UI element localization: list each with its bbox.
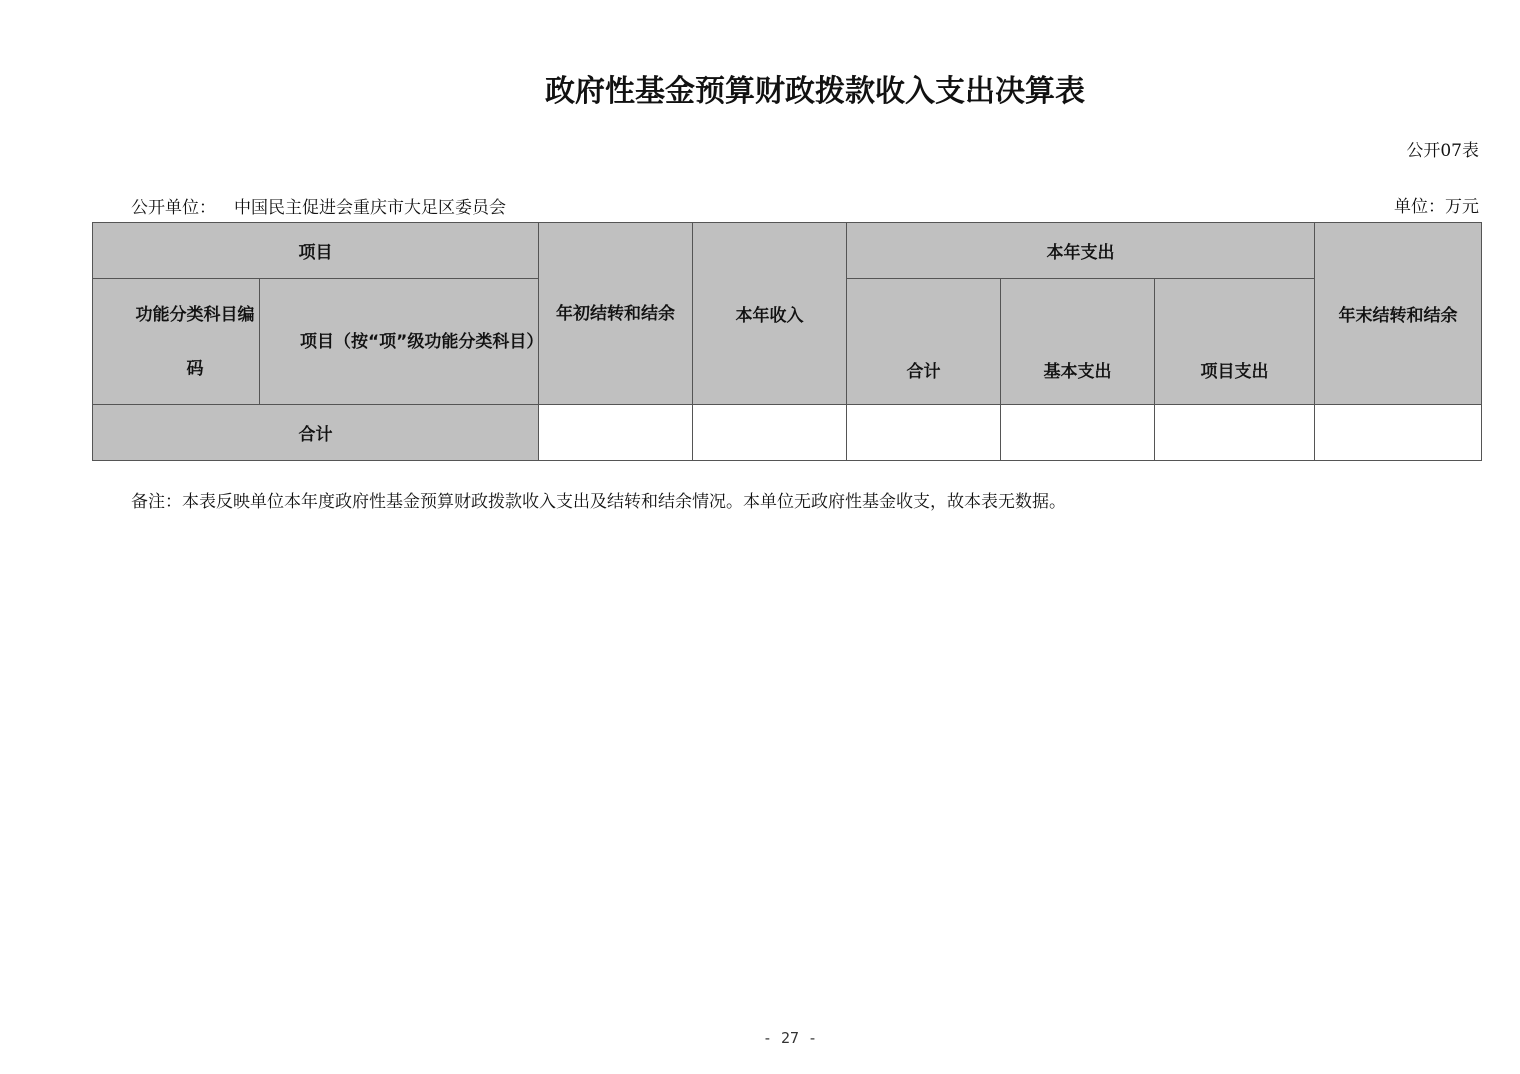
header-opening-balance-label: 年初结转和结余	[556, 303, 675, 324]
header-income: 本年收入	[693, 223, 847, 405]
unit-label: 公开单位：	[131, 198, 216, 218]
page-number: - 27 -	[762, 1029, 818, 1047]
header-opening-balance	[539, 223, 693, 405]
total-exp-basic	[1001, 405, 1155, 461]
header-exp-project: 项目支出	[1155, 279, 1315, 405]
total-opening-balance	[539, 405, 693, 461]
header-expenditure: 本年支出	[847, 223, 1315, 279]
table-note: 备注：本表反映单位本年度政府性基金预算财政拨款收入支出及结转和结余情况。本单位无政府性基金收支，故本表无数据。	[131, 492, 1066, 512]
total-label: 合计	[93, 405, 539, 461]
total-exp-total	[847, 405, 1001, 461]
header-exp-basic: 基本支出	[1001, 279, 1155, 405]
header-closing-balance: 年末结转和结余	[1315, 223, 1482, 405]
total-income	[693, 405, 847, 461]
header-item-by-class-label: 项目（按“项”级功能分类科目）	[300, 331, 544, 352]
currency-unit: 单位：万元	[1394, 197, 1479, 217]
reporting-unit	[131, 193, 506, 218]
header-item: 项目	[93, 223, 539, 279]
page-title: 政府性基金预算财政拨款收入支出决算表	[545, 74, 1085, 109]
header-exp-total: 合计	[847, 279, 1001, 405]
header-func-code	[93, 279, 260, 405]
header-func-code-label: 功能分类科目编码	[135, 304, 255, 379]
total-closing-balance	[1315, 405, 1482, 461]
total-exp-project	[1155, 405, 1315, 461]
unit-name: 中国民主促进会重庆市大足区委员会	[234, 198, 506, 218]
budget-table	[92, 222, 1482, 461]
table-row-total	[93, 405, 1482, 461]
form-code: 公开07表	[1406, 141, 1479, 161]
header-item-by-class	[260, 279, 544, 405]
